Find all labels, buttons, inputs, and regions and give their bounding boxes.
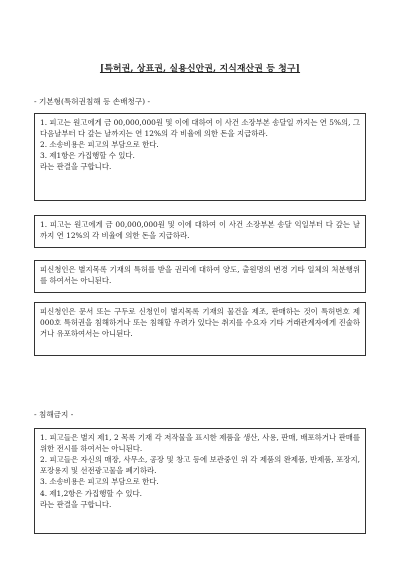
claim-line: 3. 제1항은 가집행할 수 있다. xyxy=(40,151,135,161)
section-heading-basic: - 기본형(특허권침해 등 손배청구) - xyxy=(34,97,151,106)
claim-line: 1. 피고는 원고에게 금 00,000,000원 및 이에 대하여 이 사건 소장부본 송달 익일부터 다 갚는 날까지 연 12%의 각 비율에 의한 돈을 지급하라. xyxy=(40,220,360,241)
claim-box-disposal-ban xyxy=(34,260,366,293)
claim-line: 피신청인은 문서 또는 구두로 신청인이 별지목록 기재의 물건을 제조, 판매하는 것이 특허번호 제000호 특허권을 침해하거나 또는 침해할 우려가 있다는 취지를 수요자 기타 거래관계자에게 진술하거나 유포하여서는 아니된다. xyxy=(40,307,360,339)
claim-line: 라는 판결을 구합니다. xyxy=(40,162,112,172)
claim-line: 2. 피고들은 자신의 매장, 사무소, 공장 및 창고 등에 보관중인 위 각 제품의 완제품, 반제품, 포장지, 포장용지 및 선전광고물을 폐기하라. xyxy=(40,455,360,476)
claim-box-damages-alt xyxy=(34,215,366,248)
section-heading-injunction: - 침해금지 - xyxy=(34,410,74,419)
claim-line: 피신청인은 별지목록 기재의 특허를 받을 권리에 대하여 양도, 출원명의 변경 기타 일체의 처분행위를 하여서는 아니된다. xyxy=(40,265,360,286)
claim-line: 2. 소송비용은 피고의 부담으로 한다. xyxy=(40,140,159,150)
claim-line: 1. 피고들은 별지 제1, 2 목록 기재 각 저작물을 표시한 제품을 생산, 사용, 판매, 배포하거나 판매를 위한 전시를 하여서는 아니된다. xyxy=(40,433,360,454)
claim-line: 라는 판결을 구합니다. xyxy=(40,499,112,509)
claim-box-damages xyxy=(34,113,366,201)
claim-line: 4. 제1,2항은 가집행할 수 있다. xyxy=(40,488,142,498)
claim-line: 1. 피고는 원고에게 금 00,000,000원 및 이에 대하여 이 사건 소장부본 송달일 까지는 연 5%의, 그 다음날부터 다 갚는 날까지는 연 12%의 각 비율에 의한 돈을 지급하라. xyxy=(40,118,361,139)
claim-box-injunction xyxy=(34,428,366,534)
claim-box-statement-ban xyxy=(34,302,366,356)
document-title: [특허권, 상표권, 실용신안권, 지식재산권 등 청구] xyxy=(99,64,301,74)
claim-line: 3. 소송비용은 피고의 부담으로 한다. xyxy=(40,477,159,487)
